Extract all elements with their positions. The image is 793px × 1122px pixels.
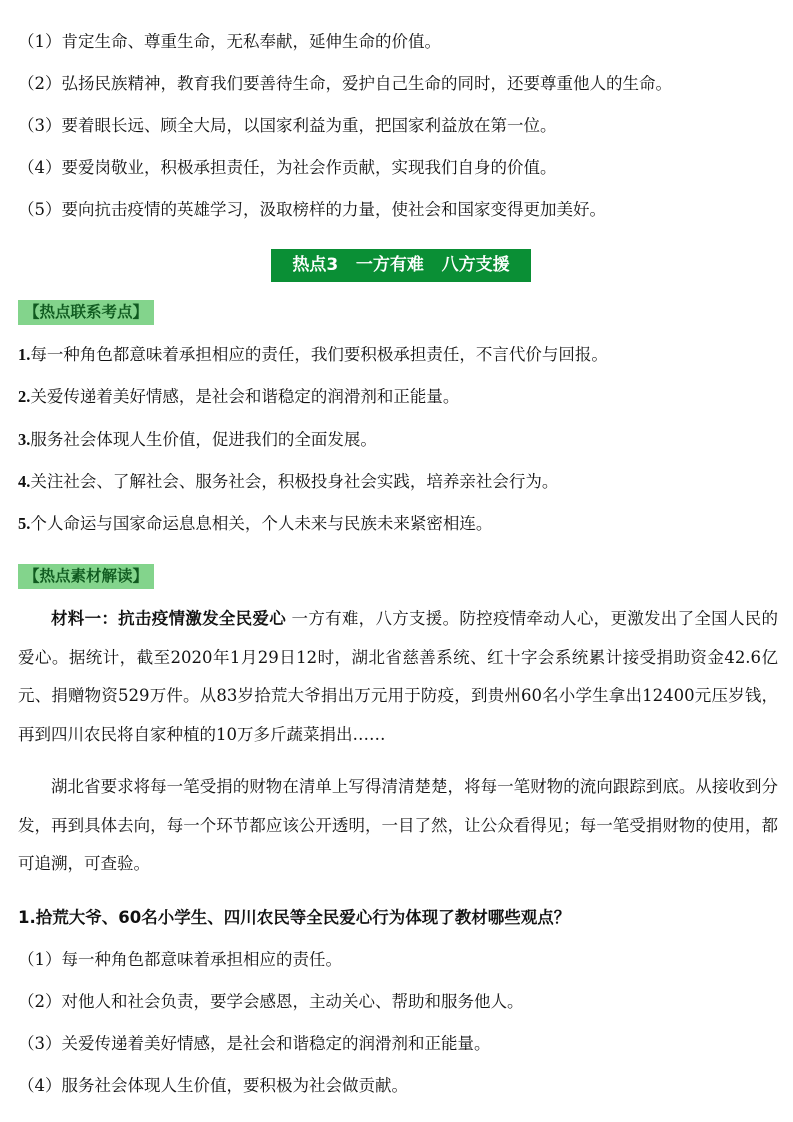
list-item — [18, 471, 779, 493]
list-item: （4）服务社会体现人生价值，要积极为社会做贡献。 — [18, 1076, 408, 1095]
item-text: 关注社会、了解社会、服务社会，积极投身社会实践，培养亲社会行为。 — [30, 472, 559, 491]
item-text: 每一种角色都意味着承担相应的责任，我们要积极承担责任，不言代价与回报。 — [30, 345, 608, 364]
item-number: 4. — [18, 472, 31, 491]
list-item: （1）肯定生命、尊重生命，无私奉献，延伸生命的价值。 — [18, 32, 441, 51]
list-item: （4）要爱岗敬业，积极承担责任，为社会作贡献，实现我们自身的价值。 — [18, 158, 557, 177]
list-item: （3）要着眼长远、顾全大局，以国家利益为重，把国家利益放在第一位。 — [18, 116, 557, 135]
list-item — [18, 429, 779, 451]
material-paragraph-2: 湖北省要求将每一笔受捐的财物在清单上写得清清楚楚，将每一笔财物的流向跟踪到底。从接收到分发，再到具体去向，每一个环节都应该公开透明，一目了然，让公众看得见；每一笔受捐财物的使用，都可追溯，可查验。 — [18, 777, 778, 873]
item-number: 2. — [18, 387, 31, 406]
item-text: 服务社会体现人生价值，促进我们的全面发展。 — [30, 430, 377, 449]
hotspot-title-banner: 热点3 一方有难 八方支援 — [271, 249, 531, 282]
list-item: （1）每一种角色都意味着承担相应的责任。 — [18, 950, 342, 969]
list-item: （2）弘扬民族精神，教育我们要善待生命，爱护自己生命的同时，还要尊重他人的生命。 — [18, 74, 672, 93]
item-text: 个人命运与国家命运息息相关，个人未来与民族未来紧密相连。 — [30, 514, 493, 533]
material-title: 材料一：抗击疫情激发全民爱心 — [51, 609, 286, 628]
section-label-material: 【热点素材解读】 — [18, 564, 154, 589]
item-number: 5. — [18, 514, 31, 533]
item-number: 1. — [18, 345, 31, 364]
section-label-exam-points: 【热点联系考点】 — [18, 300, 154, 325]
list-item: （3）关爱传递着美好情感，是社会和谐稳定的润滑剂和正能量。 — [18, 1034, 491, 1053]
list-item: （2）对他人和社会负责，要学会感恩，主动关心、帮助和服务他人。 — [18, 992, 524, 1011]
list-item: （5）要向抗击疫情的英雄学习，汲取榜样的力量，使社会和国家变得更加美好。 — [18, 200, 606, 219]
list-item — [18, 513, 779, 535]
material-text: 一方有难，八方支援。防控疫情牵动人心，更激发出了全国人民的爱心。据统计，截至2020年1月29日12时，湖北省慈善系统、红十字会系统累计接受捐助资金42.6亿元、捐赠物资529万件。从83岁拾荒大爷捐出万元用于防疫，到贵州60名小学生拿出12400元压岁钱，再到四川农民将自家种植的10万多斤蔬菜捐出…… — [18, 609, 779, 744]
item-number: 3. — [18, 430, 31, 449]
list-item — [18, 344, 779, 366]
list-item — [18, 386, 779, 408]
material-paragraph-1 — [18, 600, 778, 754]
item-text: 关爱传递着美好情感，是社会和谐稳定的润滑剂和正能量。 — [30, 387, 460, 406]
question: 1.拾荒大爷、60名小学生、四川农民等全民爱心行为体现了教材哪些观点？ — [18, 908, 571, 927]
